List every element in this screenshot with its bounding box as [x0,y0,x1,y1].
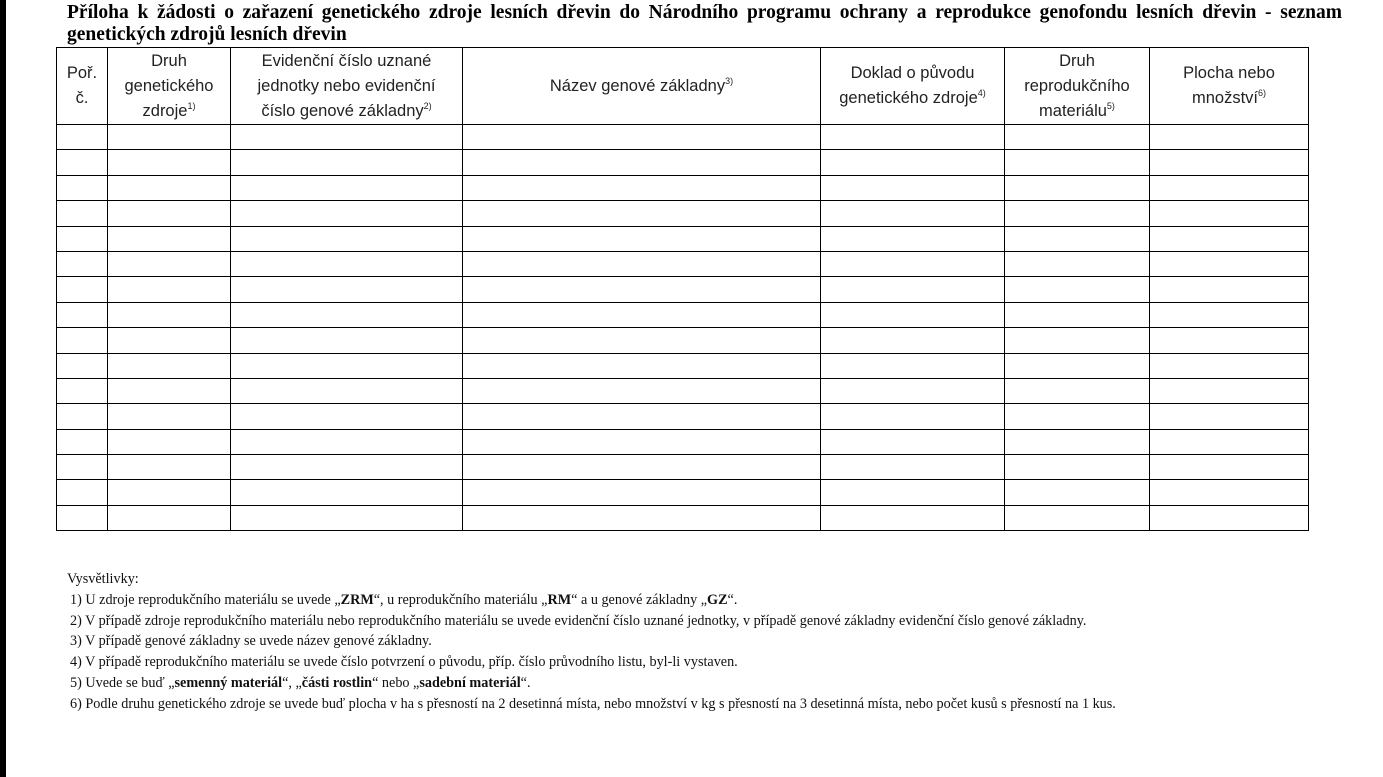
document-title: Příloha k žádosti o zařazení genetického zdroje lesních dřevin do Národního programu ochrany a reprodukce genofondu lesních dřevin - seznam genetických zdrojů lesních dřevin [67,2,1342,45]
cell-origin-document[interactable] [821,226,1005,251]
cell-gene-base-name[interactable] [463,455,821,480]
cell-area-or-quantity[interactable] [1150,175,1309,200]
cell-origin-document[interactable] [821,378,1005,403]
page-edge-bar [0,0,6,777]
table-row [57,328,1309,353]
cell-material-type[interactable] [1005,277,1150,302]
cell-registration-number[interactable] [231,505,463,530]
cell-order-number[interactable] [57,328,108,353]
table-row [57,378,1309,403]
cell-registration-number[interactable] [231,125,463,150]
cell-source-type[interactable] [108,226,231,251]
note-6: 6) Podle druhu genetického zdroje se uvede buď plocha v ha s přesností na 2 desetinná místa, nebo množství v kg s přesností na 3 desetinná místa, nebo počet kusů s přesností na 1 kus. [70,695,1116,712]
col-header-registration-number: Evidenční číslo uznané jednotky nebo evidenční číslo genové základny$^{2)}$ [231,48,463,125]
cell-order-number[interactable] [57,353,108,378]
cell-order-number[interactable] [57,251,108,276]
cell-origin-document[interactable] [821,328,1005,353]
cell-gene-base-name[interactable] [463,277,821,302]
cell-area-or-quantity[interactable] [1150,226,1309,251]
table-row [57,251,1309,276]
note-2: 2) V případě zdroje reprodukčního materiálu nebo reprodukčního materiálu se uvede evidenční číslo uznané jednotky, v případě genové základny evidenční číslo genové základny. [70,612,1087,629]
cell-area-or-quantity[interactable] [1150,302,1309,327]
notes-heading: Vysvětlivky: [67,571,139,587]
col-header-area-or-quantity: Plocha nebo množství$^{6)}$ [1150,48,1309,125]
cell-order-number[interactable] [57,429,108,454]
note-5: 5) Uvede se buď „semenný materiál“, „části rostlin“ nebo „sadební materiál“. [70,674,531,691]
table-row [57,125,1309,150]
cell-gene-base-name[interactable] [463,302,821,327]
cell-origin-document[interactable] [821,480,1005,505]
cell-origin-document[interactable] [821,201,1005,226]
cell-origin-document[interactable] [821,302,1005,327]
cell-gene-base-name[interactable] [463,175,821,200]
cell-origin-document[interactable] [821,251,1005,276]
cell-order-number[interactable] [57,378,108,403]
cell-gene-base-name[interactable] [463,150,821,175]
cell-area-or-quantity[interactable] [1150,328,1309,353]
cell-material-type[interactable] [1005,125,1150,150]
col-header-gene-base-name: Název genové základny$^{3)}$ [463,48,821,125]
table-body [57,125,1309,531]
cell-source-type[interactable] [108,429,231,454]
table-row [57,505,1309,530]
cell-gene-base-name[interactable] [463,328,821,353]
cell-area-or-quantity[interactable] [1150,277,1309,302]
col-header-origin-document: Doklad o původu genetického zdroje$^{4)}$ [821,48,1005,125]
cell-material-type[interactable] [1005,150,1150,175]
cell-origin-document[interactable] [821,455,1005,480]
table-row [57,201,1309,226]
cell-gene-base-name[interactable] [463,125,821,150]
cell-material-type[interactable] [1005,404,1150,429]
cell-registration-number[interactable] [231,302,463,327]
cell-gene-base-name[interactable] [463,226,821,251]
header-row [57,48,1309,125]
cell-source-type[interactable] [108,480,231,505]
cell-gene-base-name[interactable] [463,353,821,378]
cell-order-number[interactable] [57,277,108,302]
cell-registration-number[interactable] [231,150,463,175]
cell-source-type[interactable] [108,251,231,276]
cell-area-or-quantity[interactable] [1150,150,1309,175]
table-row [57,302,1309,327]
col-header-material-type: Druh reprodukčního materiálu$^{5)}$ [1005,48,1150,125]
note-4: 4) V případě reprodukčního materiálu se uvede číslo potvrzení o původu, příp. číslo průvodního listu, byl-li vystaven. [70,654,738,671]
cell-source-type[interactable] [108,201,231,226]
cell-source-type[interactable] [108,277,231,302]
cell-registration-number[interactable] [231,455,463,480]
cell-origin-document[interactable] [821,429,1005,454]
cell-gene-base-name[interactable] [463,505,821,530]
table-row [57,150,1309,175]
col-header-source-type: Druh genetického zdroje$^{1)}$ [108,48,231,125]
cell-origin-document[interactable] [821,175,1005,200]
cell-material-type[interactable] [1005,226,1150,251]
cell-origin-document[interactable] [821,353,1005,378]
table-row [57,353,1309,378]
cell-material-type[interactable] [1005,251,1150,276]
cell-material-type[interactable] [1005,302,1150,327]
cell-material-type[interactable] [1005,429,1150,454]
explanatory-notes [67,569,1116,715]
cell-material-type[interactable] [1005,505,1150,530]
cell-order-number[interactable] [57,505,108,530]
cell-gene-base-name[interactable] [463,404,821,429]
table-row [57,429,1309,454]
cell-registration-number[interactable] [231,251,463,276]
cell-gene-base-name[interactable] [463,201,821,226]
cell-registration-number[interactable] [231,353,463,378]
cell-registration-number[interactable] [231,328,463,353]
cell-area-or-quantity[interactable] [1150,125,1309,150]
cell-source-type[interactable] [108,378,231,403]
cell-area-or-quantity[interactable] [1150,251,1309,276]
cell-gene-base-name[interactable] [463,429,821,454]
cell-order-number[interactable] [57,404,108,429]
table-row [57,175,1309,200]
cell-source-type[interactable] [108,455,231,480]
cell-material-type[interactable] [1005,353,1150,378]
cell-source-type[interactable] [108,150,231,175]
cell-area-or-quantity[interactable] [1150,404,1309,429]
cell-area-or-quantity[interactable] [1150,353,1309,378]
cell-registration-number[interactable] [231,226,463,251]
cell-source-type[interactable] [108,175,231,200]
cell-material-type[interactable] [1005,455,1150,480]
cell-source-type[interactable] [108,404,231,429]
cell-gene-base-name[interactable] [463,480,821,505]
cell-area-or-quantity[interactable] [1150,480,1309,505]
table-row [57,277,1309,302]
note-1: 1) U zdroje reprodukčního materiálu se uvede „ZRM“, u reprodukčního materiálu „RM“ a u genové základny „GZ“. [70,591,738,608]
cell-origin-document[interactable] [821,150,1005,175]
cell-order-number[interactable] [57,201,108,226]
table-row [57,455,1309,480]
cell-order-number[interactable] [57,175,108,200]
cell-gene-base-name[interactable] [463,378,821,403]
cell-area-or-quantity[interactable] [1150,429,1309,454]
cell-registration-number[interactable] [231,429,463,454]
cell-source-type[interactable] [108,125,231,150]
genetic-sources-table [56,47,1309,531]
cell-area-or-quantity[interactable] [1150,505,1309,530]
note-3: 3) V případě genové základny se uvede název genové základny. [70,633,432,650]
cell-material-type[interactable] [1005,328,1150,353]
cell-area-or-quantity[interactable] [1150,378,1309,403]
cell-order-number[interactable] [57,226,108,251]
cell-order-number[interactable] [57,455,108,480]
cell-area-or-quantity[interactable] [1150,201,1309,226]
cell-order-number[interactable] [57,302,108,327]
cell-material-type[interactable] [1005,201,1150,226]
cell-material-type[interactable] [1005,480,1150,505]
cell-source-type[interactable] [108,353,231,378]
cell-registration-number[interactable] [231,175,463,200]
table-row [57,226,1309,251]
cell-origin-document[interactable] [821,404,1005,429]
cell-origin-document[interactable] [821,125,1005,150]
cell-source-type[interactable] [108,302,231,327]
cell-source-type[interactable] [108,328,231,353]
cell-order-number[interactable] [57,480,108,505]
cell-origin-document[interactable] [821,277,1005,302]
cell-registration-number[interactable] [231,404,463,429]
col-header-order-number: Poř. č. [57,48,108,125]
cell-registration-number[interactable] [231,480,463,505]
cell-area-or-quantity[interactable] [1150,455,1309,480]
table-row [57,480,1309,505]
cell-source-type[interactable] [108,505,231,530]
table-row [57,404,1309,429]
cell-material-type[interactable] [1005,175,1150,200]
cell-order-number[interactable] [57,125,108,150]
cell-gene-base-name[interactable] [463,251,821,276]
cell-order-number[interactable] [57,150,108,175]
cell-origin-document[interactable] [821,505,1005,530]
cell-registration-number[interactable] [231,378,463,403]
cell-registration-number[interactable] [231,277,463,302]
cell-registration-number[interactable] [231,201,463,226]
cell-material-type[interactable] [1005,378,1150,403]
